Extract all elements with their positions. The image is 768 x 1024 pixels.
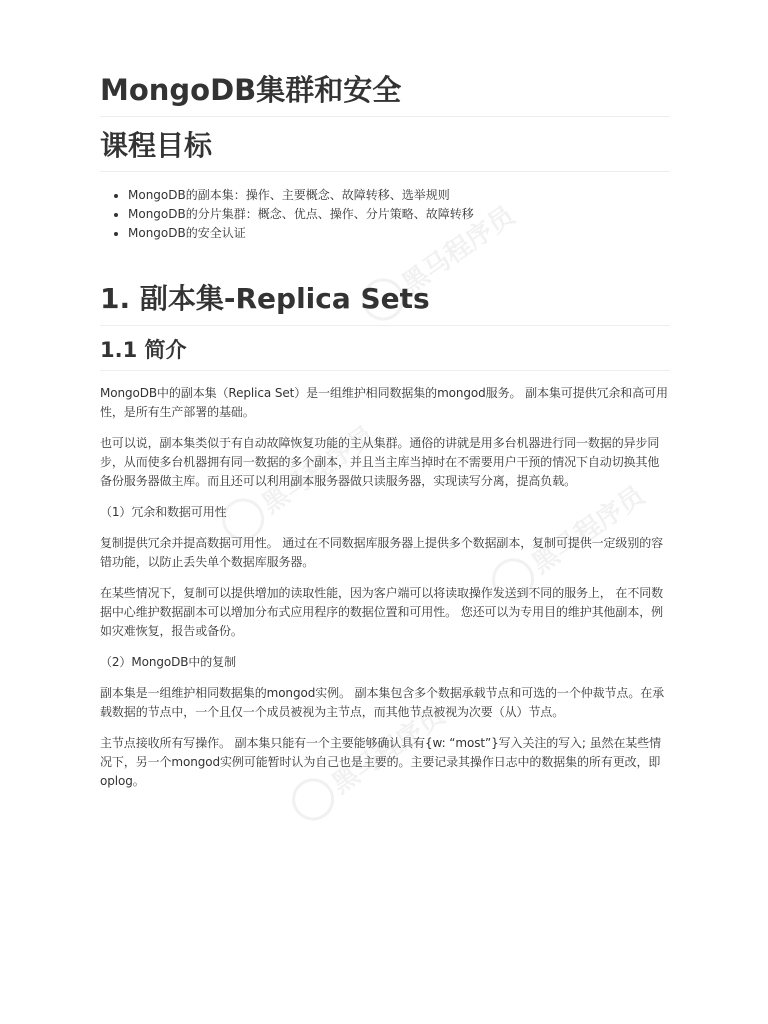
paragraph-description: 也可以说，副本集类似于有自动故障恢复功能的主从集群。通俗的讲就是用多台机器进行同一数据的异步同步，从而使多台机器拥有同一数据的多个副本，并且当主库当掉时在不需要用户干预的情况下自动切换其他备份服务器做主库。而且还可以利用副本服务器做只读服务器，实现读写分离，提高负载。: [100, 436, 660, 488]
list-item: • MongoDB的安全认证: [128, 224, 670, 243]
document-page: [100, 70, 670, 791]
section-1-1-heading: 1.1 简介: [100, 334, 670, 371]
list-item: • MongoDB的分片集群：概念、优点、操作、分片策略、故障转移: [128, 205, 670, 224]
watermark-text: 黑马程序员: [526, 480, 651, 580]
watermark-text: 黑马程序员: [326, 700, 451, 800]
paragraph-primary-node: 主节点接收所有写操作。 副本集只能有一个主要能够确认具有{w: “most”}写入关注的写入; 虽然在某些情况下，另一个mongod实例可能暂时认为自己也是主要的。主要记录其操作日志中的数据集的所有更改，即oplog。: [100, 736, 661, 788]
watermark-text: 黑马程序员: [396, 200, 521, 300]
paragraph-read-performance: 在某些情况下，复制可以提供增加的读取性能，因为客户端可以将读取操作发送到不同的服务上， 在不同数据中心维护数据副本可以增加分布式应用程序的数据位置和可用性。 您还可以为专用目的维护其他副本，例如灾难恢复，报告或备份。: [100, 586, 664, 638]
paragraph-subheading-redundancy: （1）冗余和数据可用性: [100, 505, 227, 519]
list-item: • MongoDB的副本集：操作、主要概念、故障转移、选举规则: [128, 186, 670, 205]
section-1-heading: 1. 副本集-Replica Sets: [100, 279, 670, 326]
watermark-text: 黑马程序员: [256, 420, 381, 520]
paragraph-intro: MongoDB中的副本集（Replica Set）是一组维护相同数据集的mongod服务。 副本集可提供冗余和高可用性，是所有生产部署的基础。: [100, 386, 668, 419]
goals-list: [100, 186, 670, 243]
goals-heading: 课程目标: [100, 127, 670, 172]
paragraph-redundancy: 复制提供冗余并提高数据可用性。 通过在不同数据库服务器上提供多个数据副本，复制可提供一定级别的容错功能，以防止丢失单个数据库服务器。: [100, 536, 664, 569]
paragraph-subheading-replication: （2）MongoDB中的复制: [100, 655, 236, 669]
paragraph-replica-set: 副本集是一组维护相同数据集的mongod实例。 副本集包含多个数据承载节点和可选的一个仲裁节点。在承载数据的节点中，一个且仅一个成员被视为主节点，而其他节点被视为次要（从）节点。: [100, 686, 665, 719]
document-title: MongoDB集群和安全: [100, 70, 670, 117]
